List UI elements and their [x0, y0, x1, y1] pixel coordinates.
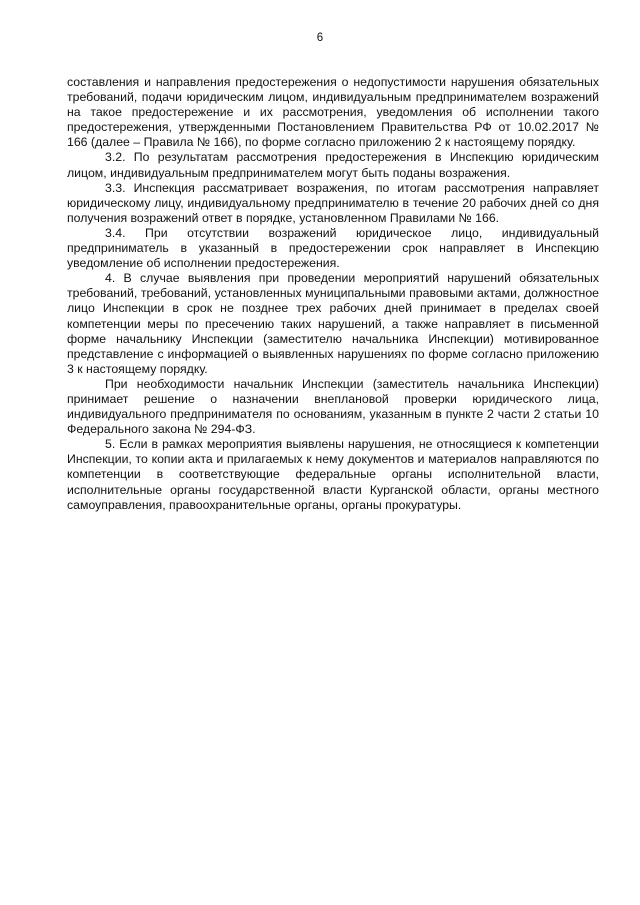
document-body: [67, 75, 599, 513]
paragraph-3-3: 3.3. Инспекция рассматривает возражения, по итогам рассмотрения направляет юридическому лицу, индивидуальному предпринимателю в течение 20 рабочих дней со дня получения возражений ответ в порядке, установленном Правилами № 166.: [67, 180, 599, 225]
page-number: 6: [316, 32, 324, 44]
paragraph-5: 5. Если в рамках мероприятия выявлены нарушения, не относящиеся к компетенции Инспекции, то копии акта и прилагаемых к нему документов и материалов направляются по компетенции в соответствующие федеральные органы исполнительной власти, исполнительные органы государственной власти Курганской области, органы местного самоуправления, правоохранительные органы, органы прокуратуры.: [67, 437, 599, 512]
paragraph-3-2: 3.2. По результатам рассмотрения предостережения в Инспекцию юридическим лицом, индивидуальным предпринимателем могут быть поданы возражения.: [67, 150, 599, 180]
paragraph-3-4: 3.4. При отсутствии возражений юридическое лицо, индивидуальный предприниматель в указанный в предостережении срок направляет в Инспекцию уведомление об исполнении предостережения.: [67, 225, 599, 271]
paragraph-continuation: составления и направления предостережения о недопустимости нарушения обязательных требований, подачи юридическим лицом, индивидуальным предпринимателем возражений на такое предостережение и их рассмотрения, уведомления об исполнении такого предостережения, утвержденными Постановлением Правительства РФ от 10.02.2017 № 166 (далее – Правила № 166), по форме согласно приложению 2 к настоящему порядку.: [67, 75, 599, 150]
paragraph-4: 4. В случае выявления при проведении мероприятий нарушений обязательных требований, требований, установленных муниципальными правовыми актами, должностное лицо Инспекции в срок не позднее трех рабочих дней принимает в пределах своей компетенции меры по пресечению таких нарушений, а также направляет в письменной форме начальнику Инспекции (заместителю начальника Инспекции) мотивированное представление с информацией о выявленных нарушениях по форме согласно приложению 3 к настоящему порядку.: [67, 271, 599, 376]
paragraph-4-followup: При необходимости начальник Инспекции (заместитель начальника Инспекции) принимает решение о назначении внеплановой проверки юридического лица, индивидуального предпринимателя по основаниям, указанным в пункте 2 части 2 статьи 10 Федерального закона № 294-ФЗ.: [67, 376, 599, 437]
